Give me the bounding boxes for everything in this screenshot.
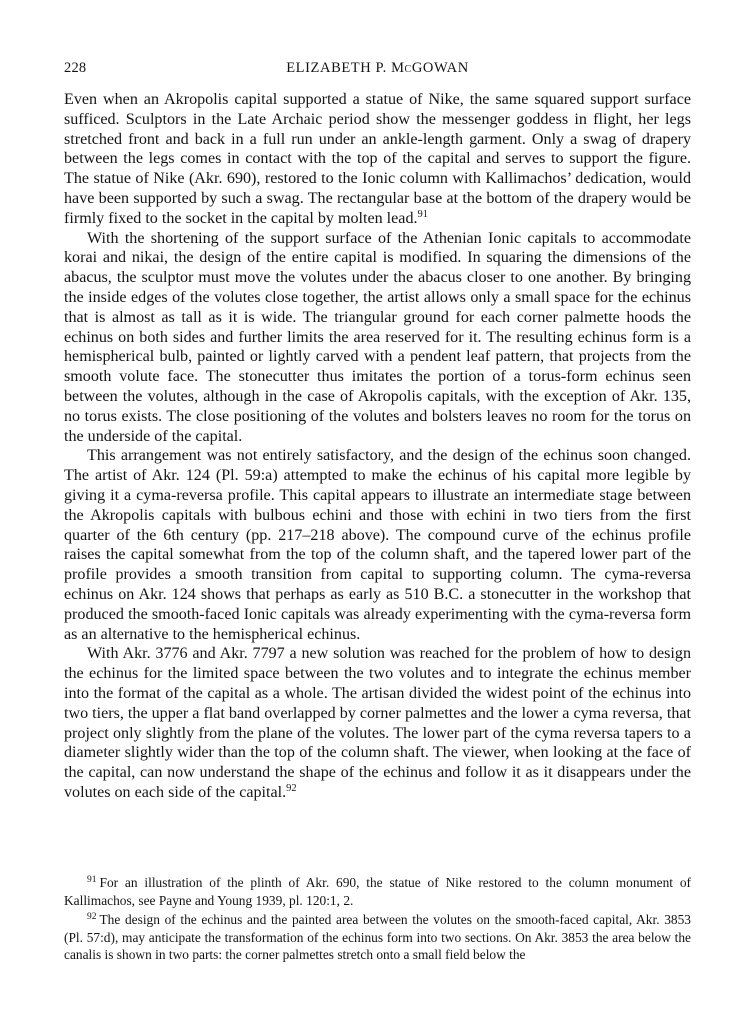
era-abbreviation: B.C.	[433, 585, 464, 603]
footnote-number: 91	[87, 875, 97, 885]
page-number: 228	[64, 60, 87, 76]
footnote-ref-92: 92	[286, 782, 297, 794]
paragraph-3	[64, 446, 691, 644]
footnote-91	[64, 874, 691, 909]
paragraph-2-text: With the shortening of the support surface of the Athenian Ionic capitals to accommodate korai and nikai, the design of the entire capital is modified. In squaring the dimensions of the abacus, the sculptor must move the volutes under the abacus closer to one another. By bringing the inside edges of the volutes close together, the artist allows only a small space for the echinus that is almost as tall as it is wide. The triangular ground for each corner palmette hoods the echinus on both sides and further limits the area reserved for it. The resulting echinus form is a hemispherical bulb, painted or lightly carved with a pendent leaf pattern, that projects from the smooth volute face. The stonecutter thus imitates the portion of a torus-form echinus seen between the volutes, although in the case of Akropolis capitals, with the exception of Akr. 135, no torus exists. The close positioning of the volutes and bolsters leaves no room for the torus on the underside of the capital.	[64, 229, 691, 445]
paragraph-3-text-after: a stonecutter in the workshop that produced the smooth-faced Ionic capitals was already experimenting with the cyma-reversa form as an alternative to the hemispherical echinus.	[64, 585, 691, 643]
running-head	[64, 60, 691, 80]
footnotes	[64, 874, 691, 964]
footnote-number: 92	[87, 912, 97, 923]
paragraph-4	[64, 644, 691, 802]
body-text	[64, 90, 691, 803]
footnote-92	[64, 911, 691, 964]
paragraph-2	[64, 229, 691, 447]
footnote-text: For an illustration of the plinth of Akr. 690, the statue of Nike restored to the column monument of Kallimachos, see Payne and Young 1939, pl. 120:1, 2.	[64, 875, 691, 908]
page-content	[64, 60, 691, 803]
footnote-text: The design of the echinus and the painted area between the volutes on the smooth-faced capital, Akr. 3853 (Pl. 57:d), may anticipate the transformation of the echinus form into two sections. On Akr. 3853 the area below the canalis is shown in two parts: the corner palmettes stretch onto a small field below the	[64, 912, 691, 963]
paragraph-1-text: Even when an Akropolis capital supported a statue of Nike, the same squared support surface sufficed. Sculptors in the Late Archaic period show the messenger goddess in flight, her legs stretched front and back in a full run under an ankle-length garment. Only a swag of drapery between the legs comes in contact with the top of the capital and serves to support the figure. The statue of Nike (Akr. 690), restored to the Ionic column with Kallimachos’ dedication, would have been supported by such a swag. The rectangular base at the bottom of the drapery would be firmly fixed to the socket in the capital by molten lead.	[64, 91, 691, 227]
footnote-ref-91: 91	[417, 208, 429, 220]
paragraph-4-text: With Akr. 3776 and Akr. 7797 a new solution was reached for the problem of how to design the echinus for the limited space between the two volutes and to integrate the echinus member into the format of the capital as a whole. The artisan divided the widest point of the echinus into two tiers, the upper a flat band overlapped by corner palmettes and the lower a cyma reversa, that project only slightly from the plane of the volutes. The lower part of the cyma reversa tapers to a diameter slightly wider than the top of the column shaft. The viewer, when looking at the face of the capital, can now understand the shape of the echinus and follow it as it disappears under the volutes on each side of the capital.	[64, 645, 691, 801]
paragraph-3-text: This arrangement was not entirely satisfactory, and the design of the echinus soon changed. The artist of Akr. 124 (Pl. 59:a) attempted to make the echinus of his capital more legible by giving it a cyma-reversa profile. This capital appears to illustrate an intermediate stage between the Akropolis capitals with bulbous echini and those with echini in two tiers from the first quarter of the 6th century (pp. 217–218 above). The compound curve of the echinus profile raises the capital somewhat from the top of the column shaft, and the tapered lower part of the profile provides a smooth transition from capital to supporting column. The cyma-reversa echinus on Akr. 124 shows that perhaps as early as 510	[64, 447, 691, 603]
running-head-author: ELIZABETH P. McGOWAN	[286, 60, 469, 76]
paragraph-1	[64, 90, 691, 229]
